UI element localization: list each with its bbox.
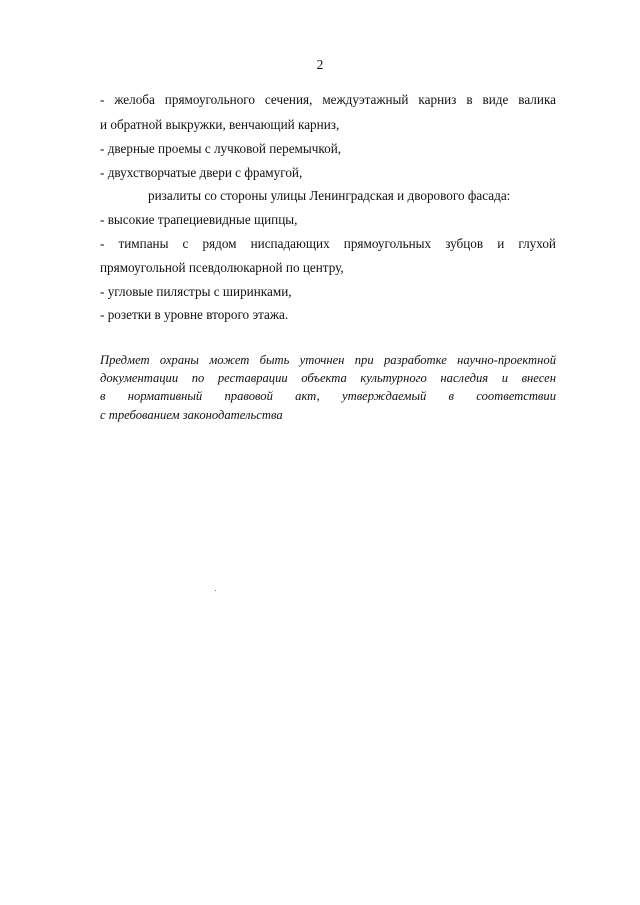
text-line: и обратной выкружки, венчающий карниз, [100,117,340,132]
text-line: - желоба прямоугольного сечения, междуэтажный карниз в виде валика [100,92,556,107]
text-line: - тимпаны с рядом ниспадающих прямоугольных зубцов и глухой [100,236,556,251]
text-line: - розетки в уровне второго этажа. [100,307,289,322]
note-line: документации по реставрации объекта культурного наследия и внесен [100,371,556,386]
text-line: - дверные проемы с лучковой перемычкой, [100,141,342,156]
section-heading: ризалиты со стороны улицы Ленинградская и дворового фасада: [148,188,511,203]
text-line: - угловые пилястры с ширинками, [100,284,292,299]
text-line: - высокие трапециевидные щипцы, [100,212,298,227]
scan-speck [215,590,216,591]
note-line: с требованием законодательства [100,407,283,422]
text-line: - двухстворчатые двери с фрамугой, [100,165,303,180]
page-number: 2 [316,57,324,72]
note-line: Предмет охраны может быть уточнен при разработке научно-проектной [100,353,556,367]
protection-note [100,351,556,424]
text-line: прямоугольной псевдолюкарной по центру, [100,260,344,275]
note-line: в нормативный правовой акт, утверждаемый в соответствии [100,389,556,404]
